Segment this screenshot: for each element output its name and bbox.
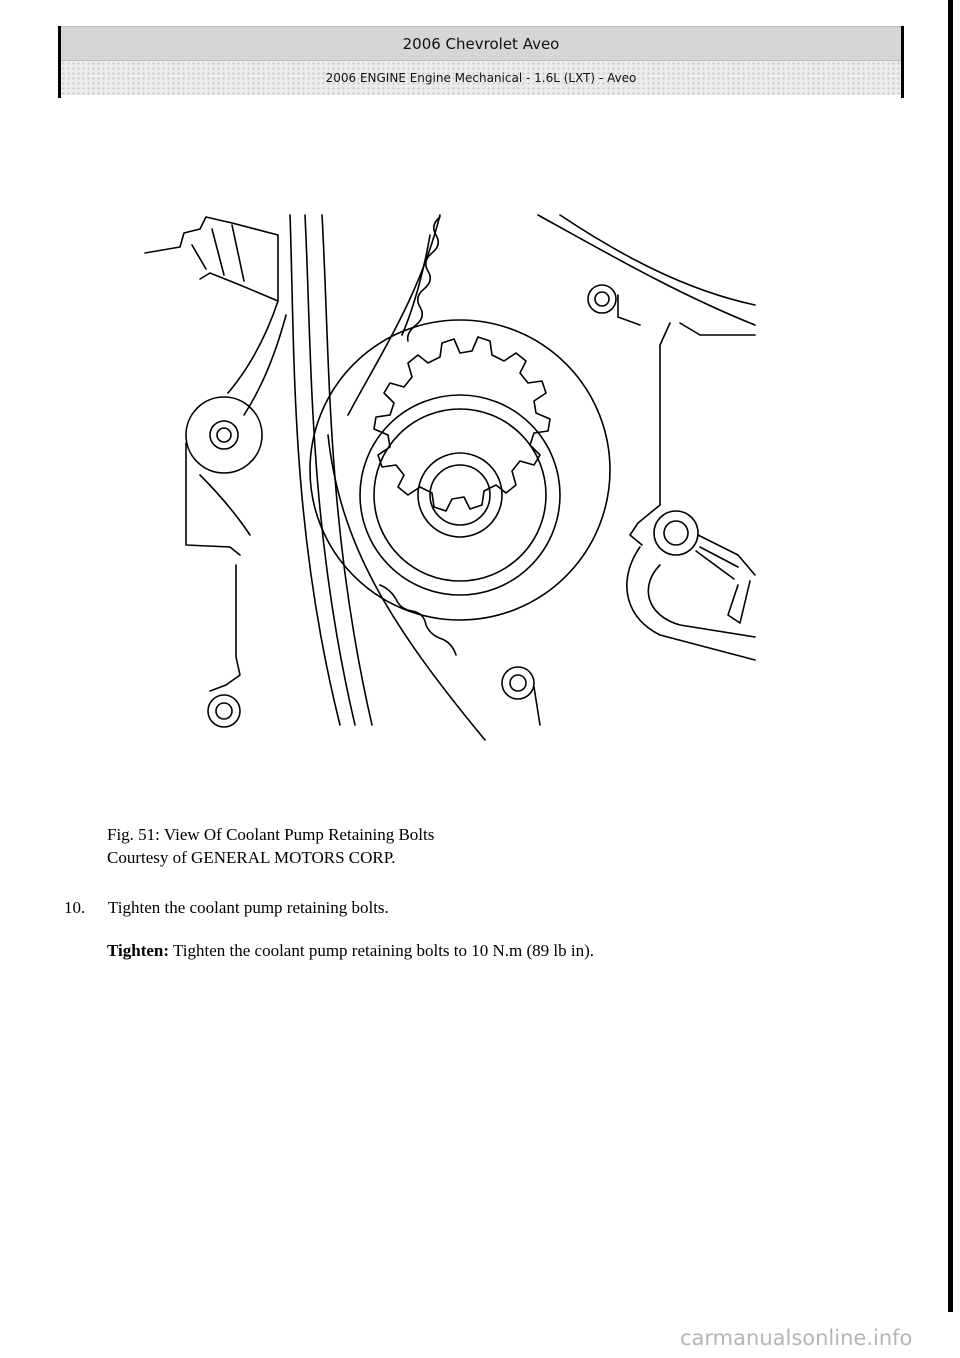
- site-watermark: carmanualsonline.info: [680, 1326, 913, 1350]
- figure-caption: [107, 823, 434, 869]
- procedure-step: [64, 898, 389, 918]
- tighten-spec: [107, 941, 594, 961]
- tighten-label: Tighten:: [107, 941, 170, 960]
- page-header: [58, 26, 904, 98]
- coolant-pump-illustration: [140, 205, 760, 750]
- document-subtitle: 2006 ENGINE Engine Mechanical - 1.6L (LXT) - Aveo: [61, 61, 901, 95]
- tighten-text: Tighten the coolant pump retaining bolts to 10 N.m (89 lb in).: [169, 941, 595, 960]
- step-text: Tighten the coolant pump retaining bolts.: [108, 898, 389, 917]
- step-number: 10.: [64, 898, 86, 917]
- figure-caption-title: Fig. 51: View Of Coolant Pump Retaining Bolts: [107, 825, 435, 844]
- figure-caption-credit: Courtesy of GENERAL MOTORS CORP.: [107, 848, 396, 867]
- document-title: 2006 Chevrolet Aveo: [61, 26, 901, 61]
- page-edge-rule: [948, 0, 953, 1312]
